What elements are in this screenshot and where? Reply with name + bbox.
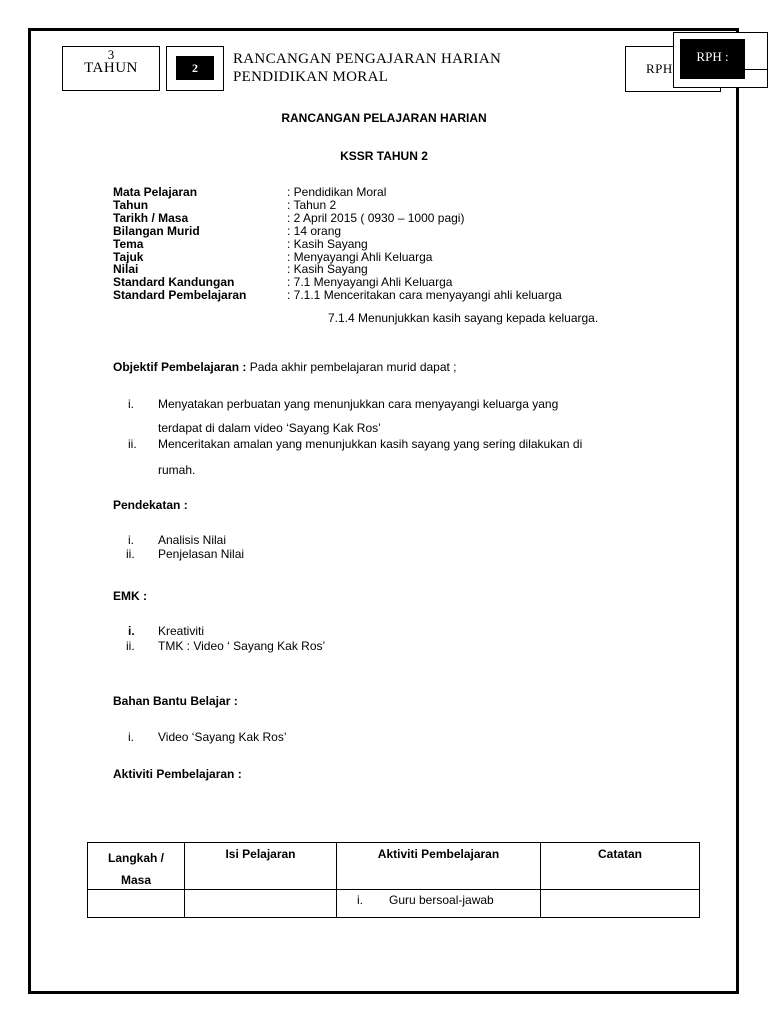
list-item-text: TMK : Video ‘ Sayang Kak Ros’ <box>158 639 326 653</box>
list-item-text: Kreativiti <box>158 624 205 638</box>
class-number: 2 <box>176 56 214 80</box>
main-title: RANCANGAN PELAJARAN HARIAN <box>281 111 487 125</box>
info-value: : Menyayangi Ahli Keluarga <box>287 250 433 264</box>
aktiviti-heading: Aktiviti Pembelajaran : <box>113 767 242 781</box>
list-number: ii. <box>126 547 135 561</box>
rph-front-label: RPH : <box>680 39 745 79</box>
header-title-line2: PENDIDIKAN MORAL <box>233 69 389 85</box>
list-item-text: Penjelasan Nilai <box>158 547 245 561</box>
info-value: : 14 orang <box>287 224 342 238</box>
info-value: : Tahun 2 <box>287 198 337 212</box>
info-label: Mata Pelajaran <box>113 185 198 199</box>
tahun-label: TAHUN <box>84 60 138 76</box>
info-label: Standard Kandungan <box>113 275 235 289</box>
pendekatan-heading: Pendekatan : <box>113 498 188 512</box>
info-value: : Pendidikan Moral <box>287 185 387 199</box>
table-cell <box>87 889 185 918</box>
list-item-text: Video ‘Sayang Kak Ros’ <box>158 730 287 744</box>
list-number: ii. <box>126 639 135 653</box>
objektif-intro: Pada akhir pembelajaran murid dapat ; <box>246 360 457 374</box>
table-cell <box>540 889 700 918</box>
list-number: i. <box>128 624 135 638</box>
objektif-heading <box>113 360 457 374</box>
table-header-langkah <box>87 842 185 890</box>
list-item-text: rumah. <box>158 463 196 477</box>
info-label: Bilangan Murid <box>113 224 200 238</box>
table-cell-activity <box>336 889 541 918</box>
list-number: i. <box>128 533 134 547</box>
activity-text: Guru bersoal-jawab <box>389 893 494 907</box>
objektif-label: Objektif Pembelajaran : <box>113 360 247 374</box>
activity-number: i. <box>357 893 363 907</box>
emk-heading: EMK : <box>113 589 147 603</box>
header-title <box>233 50 501 86</box>
info-label: Tahun <box>113 198 149 212</box>
list-number: i. <box>128 730 134 744</box>
table-header-aktiviti: Aktiviti Pembelajaran <box>336 842 541 890</box>
info-value: : 7.1.1 Menceritakan cara menyayangi ahli keluarga <box>287 288 562 302</box>
aktiviti-table <box>87 842 700 918</box>
info-label: Tema <box>113 237 144 251</box>
header-langkah-line1: Langkah / <box>107 851 164 865</box>
standard-pembelajaran-extra: 7.1.4 Menunjukkan kasih sayang kepada keluarga. <box>328 311 599 325</box>
tahun-box <box>62 46 160 91</box>
info-label: Tarikh / Masa <box>113 211 189 225</box>
info-value: : Kasih Sayang <box>287 262 368 276</box>
list-item-text: Menyatakan perbuatan yang menunjukkan cara menyayangi keluarga yang <box>158 397 559 411</box>
tahun-number: 3 <box>107 47 115 62</box>
header-title-line1: RANCANGAN PENGAJARAN HARIAN <box>233 51 502 67</box>
class-number-box <box>166 46 224 91</box>
list-number: ii. <box>128 437 137 451</box>
info-label: Standard Pembelajaran <box>113 288 247 302</box>
list-number: i. <box>128 397 134 411</box>
info-value: : 2 April 2015 ( 0930 – 1000 pagi) <box>287 211 465 225</box>
rph-back-label: RPH <box>646 61 673 76</box>
info-value: : Kasih Sayang <box>287 237 368 251</box>
info-label: Nilai <box>113 262 139 276</box>
info-label: Tajuk <box>113 250 144 264</box>
list-item-text: terdapat di dalam video ‘Sayang Kak Ros’ <box>158 421 381 435</box>
rph-divider <box>745 69 768 70</box>
rph-box-front <box>673 32 768 88</box>
header-langkah-line2: Masa <box>120 873 152 887</box>
list-item-text: Menceritakan amalan yang menunjukkan kasih sayang yang sering dilakukan di <box>158 437 583 451</box>
list-item-text: Analisis Nilai <box>158 533 227 547</box>
table-header-catatan: Catatan <box>540 842 700 890</box>
table-header-isi: Isi Pelajaran <box>184 842 337 890</box>
sub-title: KSSR TAHUN 2 <box>340 149 428 163</box>
bbb-heading: Bahan Bantu Belajar : <box>113 694 238 708</box>
table-cell <box>184 889 337 918</box>
info-value: : 7.1 Menyayangi Ahli Keluarga <box>287 275 453 289</box>
